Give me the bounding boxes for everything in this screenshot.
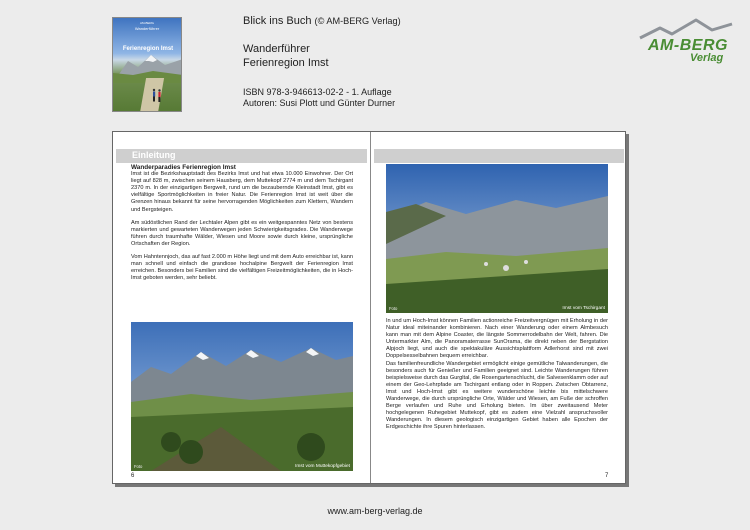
page-number-right: 7 bbox=[605, 473, 609, 479]
cover-title: Ferienregion Imst bbox=[122, 46, 174, 52]
book-region: Ferienregion Imst bbox=[243, 57, 329, 69]
section-bar bbox=[116, 149, 367, 163]
logo-name: AM-BERG bbox=[648, 37, 728, 54]
left-paragraph: Vom Hahntennjoch, das auf fast 2.000 m Höhe liegt und mit dem Auto erreichbar ist, kann man schnell und einfach die grandiose hochalpine Bergwelt der Ferienregion Imst erreichen. Besonders bei Familien sind die vielfältigen Freizeitmöglichkeiten, die in Hoch-Imst geboten werden, sehr beliebt. bbox=[131, 254, 354, 282]
photo-credit: Foto bbox=[389, 306, 398, 311]
landscape-photo-illustration bbox=[131, 322, 353, 471]
book-meta bbox=[243, 87, 395, 109]
isbn-line: ISBN 978-3-946613-02-2 - 1. Auflage bbox=[243, 87, 392, 97]
copyright-note: (© AM-BERG Verlag) bbox=[314, 16, 401, 26]
left-page-text bbox=[131, 164, 353, 288]
hikers-icon bbox=[151, 88, 163, 102]
page-number-left: 6 bbox=[131, 473, 135, 479]
right-page-text bbox=[386, 318, 608, 432]
book-info-header bbox=[243, 14, 401, 28]
photo-credit: Foto bbox=[134, 464, 143, 469]
photo-caption: Imst vom Muttekopfgebiet bbox=[295, 464, 350, 469]
landscape-photo-illustration bbox=[386, 164, 608, 313]
book-type: Wanderführer bbox=[243, 43, 310, 55]
book-title bbox=[243, 42, 329, 70]
cover-type: Wanderführer bbox=[134, 26, 160, 31]
right-paragraph: In und um Hoch-Imst können Familien actionreiche Freizeitvergnügen mit Erholung in der Natur ideal miteinander kombinieren. Nach einer Wanderung oder einem Almbesuch kann man mit dem Alpine Coaster, die längste Sommerrodelbahn der Welt, fahren. Die Untermarkter Alm, die Panoramaterrasse SunOrama, die direkt neben der Bergstation Alpjoch liegt, und auch die spektakuläre Aussichtsplattform Adlerhorst sind mit zwei Doppelsesselbahnen bequem erreichbar. bbox=[386, 318, 608, 360]
left-paragraph: Imst ist die Bezirkshauptstadt des Bezirks Imst und hat etwa 10.000 Einwohner. Der Ort liegt auf 828 m, zwischen seinem Hausberg, dem Muttekopf 2774 m und dem Tschirgant 2370 m. In der einzigartigen Bergwelt, rund um die bezaubernde Kleinstadt Imst, gibt es vielfältige Sportmöglichkeiten in freier Natur. Die Ferienregion Imst ist weit über die Grenzen hinaus bekannt für seine hervorragenden Möglichkeiten zum Klettern, Wandern und Bergsteigen. bbox=[131, 171, 353, 213]
book-spine bbox=[370, 132, 371, 483]
left-paragraph: Am südöstlichen Rand der Lechtaler Alpen gibt es ein weitgespanntes Netz von bestens markierten und gewarteten Wanderwegen jeden Schwierigkeitsgrades. Die Wanderwege führen durch traumhafte Wälder, Wiesen und Moore sowie durch kleine, ursprüngliche Ortschaften der Region. bbox=[131, 219, 353, 247]
photo-imst-muttekopf bbox=[131, 322, 353, 471]
photo-imst-tschirgant bbox=[386, 164, 608, 313]
authors-line: Autoren: Susi Plott und Günter Durner bbox=[243, 98, 396, 108]
section-bar-right bbox=[374, 149, 624, 163]
section-label: Einleitung bbox=[132, 150, 176, 160]
logo-sub: Verlag bbox=[690, 52, 724, 64]
book-cover bbox=[112, 17, 182, 112]
publisher-url[interactable]: www.am-berg-verlag.de bbox=[327, 506, 423, 516]
cover-publisher: AM-BERG bbox=[139, 21, 154, 25]
photo-caption: Imst vom Tschirgant bbox=[562, 306, 605, 311]
book-spread bbox=[112, 131, 626, 484]
left-page-heading: Wanderparadies Ferienregion Imst bbox=[131, 164, 236, 171]
blick-ins-buch-title: Blick ins Buch bbox=[243, 15, 312, 27]
right-paragraph: Das familienfreundliche Wandergebiet ermöglicht einige gemütliche Talwanderungen, die besonders auch für Genießer und Familien geeignet sind. Leichte Wanderungen führen beispielsweise durch das Gurgltal, die Rosengartenschlucht, die Salvesenklamm oder auf einem der Geo-Lehrpfade am Tschirgant entlang oder in Roppen. Zwischen Obtarrenz, Imst und Hoch-Imst gibt es weitere wunderschöne leichte bis mittelschwere Wanderwege, die durch ursprüngliche Orte, Wälder und Wiesen, am Fuße der schroffen Berge verlaufen und Ruhe und Erholung bieten. Im über zweitausend Meter hochgelegenen Ruhegebiet Muttekopf, gibt es zudem eine Vielzahl anspruchsvoller Wanderungen. In diesem geologisch einzigartigen Gebiet haben alle Epochen der Erdgeschichte ihre Spuren hinterlassen. bbox=[386, 360, 608, 431]
